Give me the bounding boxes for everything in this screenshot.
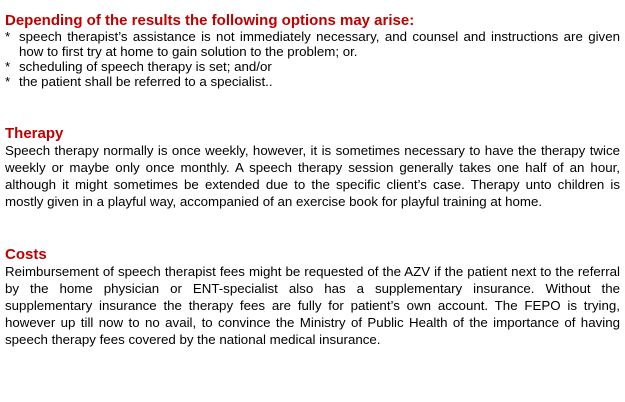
costs-paragraph: Reimbursement of speech therapist fees might be requested of the AZV if the patient next to the referral by the home physician or ENT-specialist also has a supplementary insurance. Without the supplementary insurance the therapy fees are fully for patient’s own account. The FEPO is trying, however up till now to no avail, to convince the Ministry of Public Health of the importance of having speech therapy fees covered by the national medical insurance.: [5, 264, 620, 347]
list-item-text: the patient shall be referred to a specialist..: [19, 74, 273, 89]
list-item-text: scheduling of speech therapy is set; and/or: [19, 59, 272, 74]
options-section: [5, 12, 620, 89]
list-item-text: speech therapist’s assistance is not immediately necessary, and counsel and instructions are given how to first try at home to gain solution to the problem; or.: [19, 29, 620, 59]
costs-section: [5, 246, 620, 348]
options-list: [5, 29, 620, 89]
asterisk-bullet-icon: *: [5, 29, 11, 44]
options-heading: Depending of the results the following options may arise:: [5, 12, 415, 29]
document: [5, 12, 620, 348]
therapy-section: [5, 125, 620, 210]
costs-heading: Costs: [5, 246, 47, 263]
therapy-heading: Therapy: [5, 125, 64, 142]
asterisk-bullet-icon: *: [5, 74, 11, 89]
list-item: [5, 29, 620, 59]
therapy-paragraph: Speech therapy normally is once weekly, however, it is sometimes necessary to have the therapy twice weekly or maybe only once monthly. A speech therapy session generally takes one half of an hour, although it might sometimes be extended due to the specific client’s case. Therapy unto children is mostly given in a playful way, accompanied of an exercise book for playful training at home.: [5, 143, 620, 209]
list-item: [5, 59, 620, 74]
asterisk-bullet-icon: *: [5, 59, 11, 74]
list-item: [5, 74, 620, 89]
